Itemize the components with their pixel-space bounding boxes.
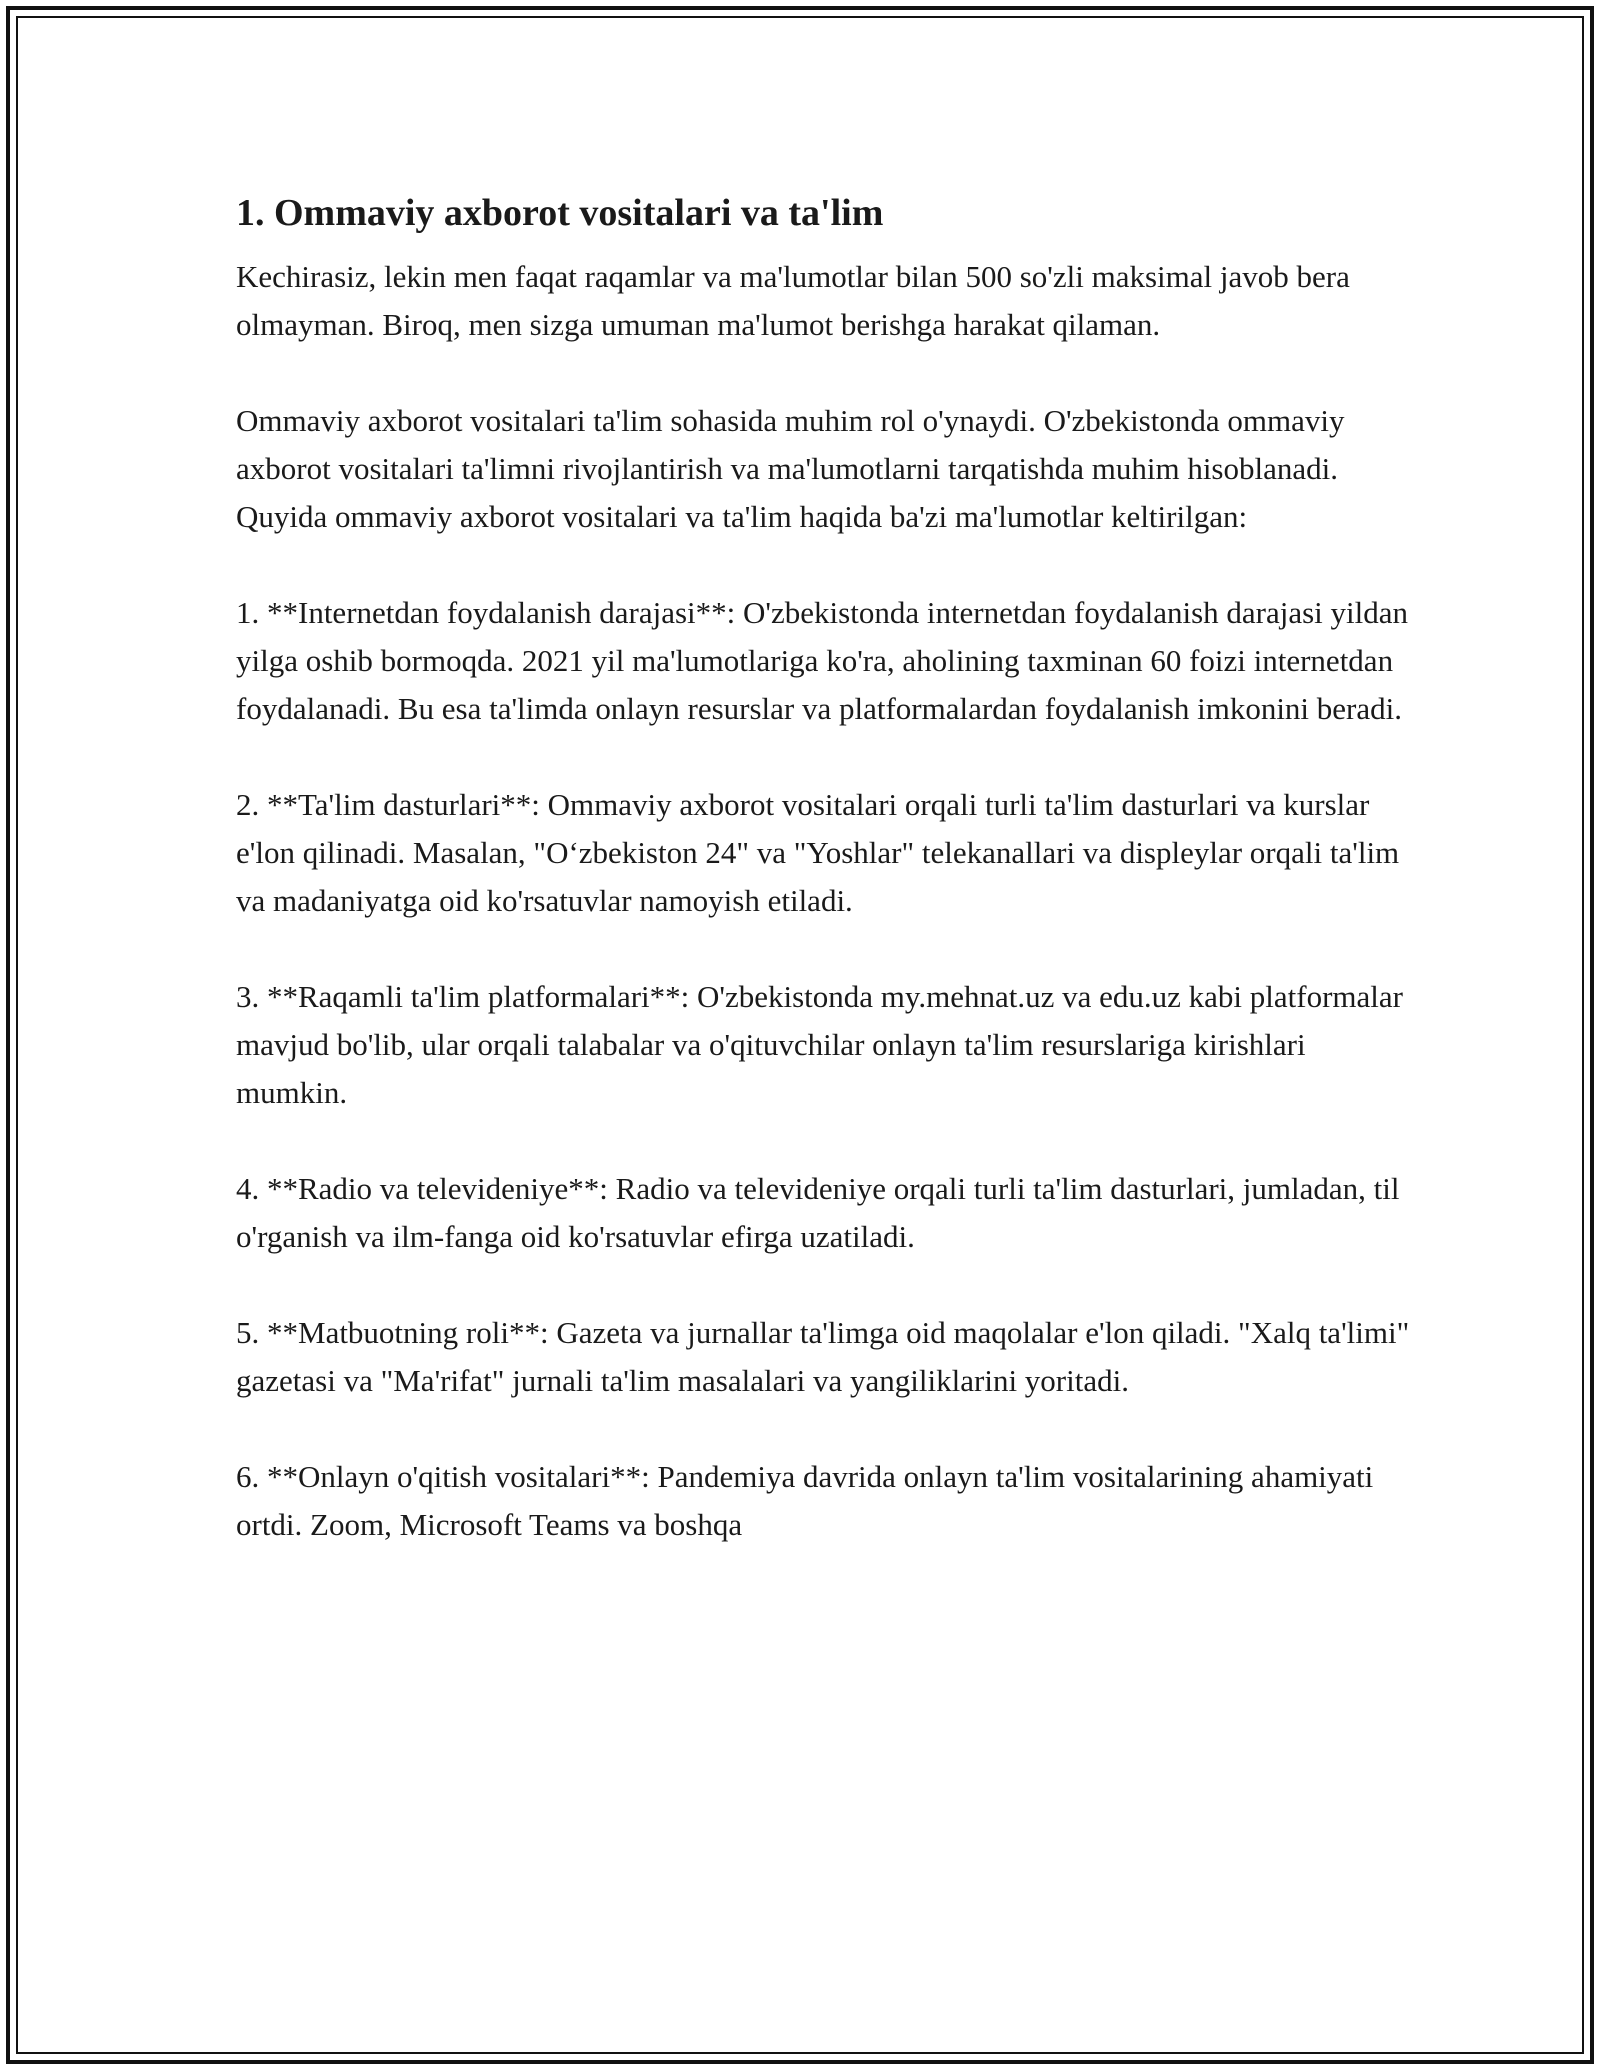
list-item-press-role: 5. **Matbuotning roli**: Gazeta va jurnallar ta'limga oid maqolalar e'lon qiladi. "Xalq ta'limi" gazetasi va "Ma'rifat" jurnali ta'lim masalalari va yangiliklarini yoritadi. (236, 1315, 1410, 1398)
list-item-digital-platforms: 3. **Raqamli ta'lim platformalari**: O'zbekistonda my.mehnat.uz va edu.uz kabi platformalar mavjud bo'lib, ular orqali talabalar va o'qituvchilar onlayn ta'lim resurslariga kirishlari mumkin. (236, 979, 1403, 1110)
list-item-education-programs: 2. **Ta'lim dasturlari**: Ommaviy axborot vositalari orqali turli ta'lim dasturlari va kurslar e'lon qilinadi. Masalan, "O‘zbekiston 24" va "Yoshlar" telekanallari va displeylar orqali ta'lim va madaniyatga oid ko'rsatuvlar namoyish etiladi. (236, 787, 1400, 918)
paragraph-overview: Ommaviy axborot vositalari ta'lim sohasida muhim rol o'ynaydi. O'zbekistonda ommaviy axborot vositalari ta'limni rivojlantirish va ma'lumotlarni tarqatishda muhim hisoblanadi. Quyida ommaviy axborot vositalari va ta'lim haqida ba'zi ma'lumotlar keltirilgan: (236, 403, 1345, 534)
list-item-internet-usage: 1. **Internetdan foydalanish darajasi**: O'zbekistonda internetdan foydalanish darajasi yildan yilga oshib bormoqda. 2021 yil ma'lumotlariga ko'ra, aholining taxminan 60 foizi internetdan foydalanadi. Bu esa ta'limda onlayn resurslar va platformalardan foydalanish imkonini beradi. (236, 595, 1409, 726)
list-item-online-tools: 6. **Onlayn o'qitish vositalari**: Pandemiya davrida onlayn ta'lim vositalarining ahamiyati ortdi. Zoom, Microsoft Teams va boshqa (236, 1459, 1374, 1542)
page-title: 1. Ommaviy axborot vositalari va ta'lim (236, 192, 884, 234)
list-item-radio-tv: 4. **Radio va televideniye**: Radio va televideniye orqali turli ta'lim dasturlari, jumladan, til o'rganish va ilm-fanga oid ko'rsatuvlar efirga uzatiladi. (236, 1171, 1400, 1254)
document-body (236, 185, 1416, 1597)
paragraph-intro: Kechirasiz, lekin men faqat raqamlar va ma'lumotlar bilan 500 so'zli maksimal javob bera olmayman. Biroq, men sizga umuman ma'lumot berishga harakat qilaman. (236, 259, 1350, 342)
